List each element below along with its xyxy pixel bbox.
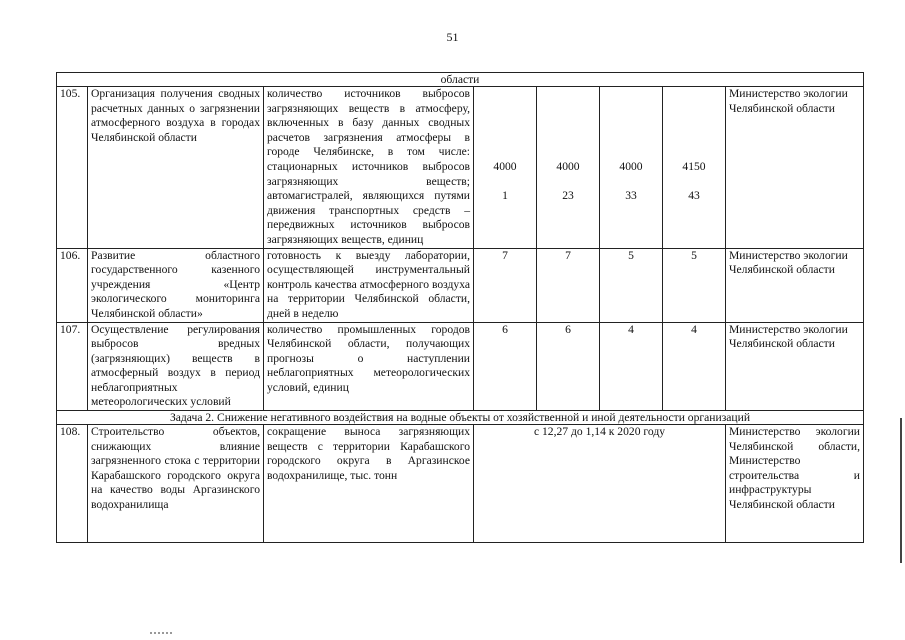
table-row-105 <box>57 87 864 249</box>
banner-row <box>57 73 864 87</box>
value-stationary: 4150 <box>682 160 706 173</box>
task2-heading: Задача 2. Снижение негативного воздействия на водные объекты от хозяйственной и иной деятельности организаций <box>57 411 864 425</box>
section-continuation: области <box>57 73 864 87</box>
value-cell-year-4: 5 <box>663 248 726 322</box>
indicator-cell: сокращение выноса загрязняющих веществ с территории Карабашского городского округа в Аргазинское водохранилище, тыс. тонн <box>264 425 474 543</box>
table-row-108 <box>57 425 864 543</box>
value-cell-year-3: 5 <box>600 248 663 322</box>
value-cell-year-4 <box>663 87 726 249</box>
responsible-cell: Министерство экологии Челябинской области <box>726 87 864 249</box>
value-cell-year-4: 4 <box>663 322 726 411</box>
row-number: 107. <box>57 322 88 411</box>
activity-cell: Осуществление регулирования выбросов вредных (загрязняющих) веществ в атмосферный воздух в период неблагоприятных метеорологических условий <box>88 322 264 411</box>
responsible-cell: Министерство экологии Челябинской области <box>726 322 864 411</box>
value-stationary: 4000 <box>619 160 643 173</box>
responsible-cell: Министерство экологии Челябинской области <box>726 248 864 322</box>
task-heading-row <box>57 411 864 425</box>
indicator-cell: готовность к выезду лаборатории, осуществляющей инструментальный контроль качества атмосферного воздуха на территории Челябинской области, дней в неделю <box>264 248 474 322</box>
value-cell-year-1: 7 <box>474 248 537 322</box>
value-cell-year-2: 6 <box>537 322 600 411</box>
row-number: 106. <box>57 248 88 322</box>
value-highways: 43 <box>688 189 700 203</box>
activity-cell: Организация получения сводных расчетных данных о загрязнении атмосферного воздуха в городах Челябинской области <box>88 87 264 249</box>
scan-edge-mark <box>900 418 902 563</box>
target-value-span: с 12,27 до 1,14 к 2020 году <box>474 425 726 543</box>
responsible-cell: Министерство экологии Челябинской области, Министерство строительства и инфраструктуры Челябинской области <box>726 425 864 543</box>
table-row-106 <box>57 248 864 322</box>
indicator-cell: количество источников выбросов загрязняющих веществ в атмосферу, включенных в базу данных сводных расчетов загрязнения атмосферы в городе Челябинске, в том числе: стационарных источников выбросов загрязняющих веществ; автомагистралей, являющихся путями движения транспортных средств – передвижных источников выбросов загрязняющих веществ, единиц <box>264 87 474 249</box>
value-cell-year-1: 6 <box>474 322 537 411</box>
value-cell-year-3: 4 <box>600 322 663 411</box>
value-stationary: 4000 <box>493 160 517 173</box>
value-highways: 33 <box>625 189 637 203</box>
value-cell-year-2 <box>537 87 600 249</box>
value-stationary: 4000 <box>556 160 580 173</box>
row-number: 105. <box>57 87 88 249</box>
value-highways: 23 <box>562 189 574 203</box>
value-cell-year-3 <box>600 87 663 249</box>
activity-cell: Строительство объектов, снижающих влияние загрязненного стока с территории Карабашского городского округа на качество воды Аргазинского водохранилища <box>88 425 264 543</box>
value-cell-year-1 <box>474 87 537 249</box>
scan-dots <box>150 632 174 634</box>
indicator-cell: количество промышленных городов Челябинской области, получающих прогнозы о наступлении неблагоприятных метеорологических условий, единиц <box>264 322 474 411</box>
row-number: 108. <box>57 425 88 543</box>
program-table <box>56 72 864 543</box>
page-number: 51 <box>446 30 459 44</box>
table-row-107 <box>57 322 864 411</box>
value-highways: 1 <box>502 189 508 203</box>
activity-cell: Развитие областного государственного казенного учреждения «Центр экологического мониторинга Челябинской области» <box>88 248 264 322</box>
value-cell-year-2: 7 <box>537 248 600 322</box>
